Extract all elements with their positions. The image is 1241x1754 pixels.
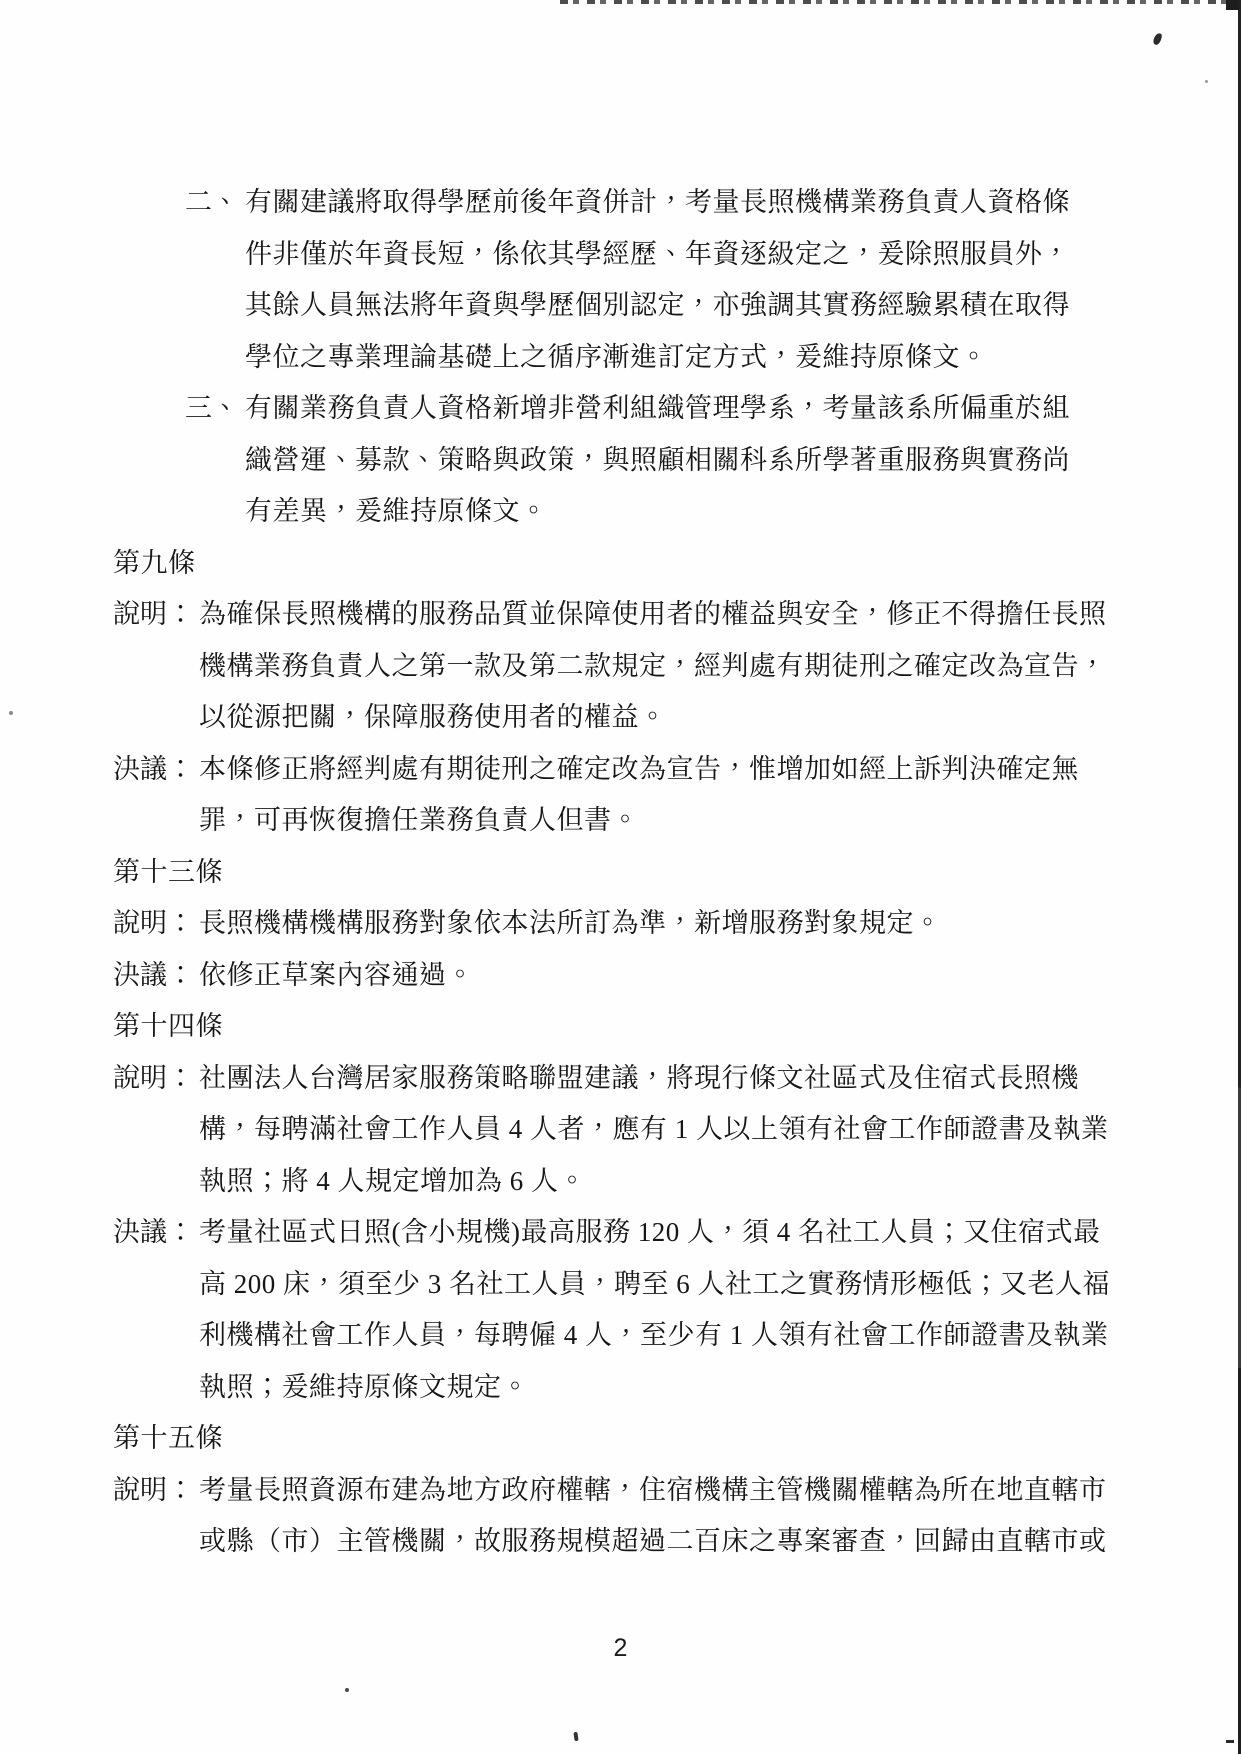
line-text: 考量長照資源布建為地方政府權轄，住宿機構主管機關權轄為所在地直轄市: [199, 1474, 1107, 1505]
clause-paragraph: [113, 898, 1173, 950]
text-line: [113, 383, 1173, 435]
line-text: 件非僅於年資長短，係依其學經歷、年資逐級定之，爰除照服員外，: [245, 238, 1070, 269]
article-title: [113, 847, 1173, 899]
line-text: 有差異，爰維持原條文。: [245, 496, 548, 526]
text-line: [113, 950, 1173, 1002]
line-text: 利機構社會工作人員，每聘僱 4 人，至少有 1 人領有社會工作師證書及執業: [199, 1320, 1109, 1350]
line-text: 高 200 床，須至少 3 名社工人員，聘至 6 人社工之實務情形極低；又老人福: [199, 1268, 1110, 1299]
text-line: [113, 1104, 1173, 1156]
line-text: 執照；爰維持原條文規定。: [199, 1371, 529, 1402]
article-title: [113, 1413, 1173, 1465]
scan-artifact-dot: [345, 1688, 349, 1692]
line-text: 依修正草案內容通過。: [199, 959, 474, 990]
scan-artifact-top-dashed-line: [560, 0, 1241, 4]
text-line: [113, 1156, 1173, 1208]
text-line: [113, 280, 1173, 332]
scan-artifact-mark: [573, 1732, 578, 1741]
article-title: [113, 538, 1173, 590]
text-line: [113, 589, 1173, 641]
text-line: [113, 1465, 1173, 1517]
line-text: 第十四條: [113, 1011, 223, 1041]
line-text: 有關業務負責人資格新增非營利組織管理學系，考量該系所偏重於組: [245, 393, 1070, 423]
clause-label: 說明：: [113, 1062, 194, 1093]
line-text: 長照機構機構服務對象依本法所訂為準，新增服務對象規定。: [199, 908, 942, 938]
text-line: [113, 1053, 1173, 1105]
clause-label: 決議：: [113, 959, 194, 990]
text-line: [113, 177, 1173, 229]
text-line: [113, 332, 1173, 384]
clause-paragraph: [113, 744, 1173, 847]
line-text: 社團法人台灣居家服務策略聯盟建議，將現行條文社區式及住宿式長照機: [199, 1062, 1079, 1093]
document-body: [113, 177, 1173, 1568]
page-number: 2: [613, 1634, 628, 1662]
line-text: 本條修正將經判處有期徒刑之確定改為宣告，惟增加如經上訴判決確定無: [199, 753, 1079, 784]
clause-paragraph: [113, 1053, 1173, 1208]
clause-label: 說明：: [113, 599, 194, 629]
item-number: 三、: [185, 393, 239, 423]
clause-label: 決議：: [113, 753, 194, 784]
line-text: 學位之專業理論基礎上之循序漸進訂定方式，爰維持原條文。: [245, 341, 988, 372]
text-line: [113, 1516, 1173, 1568]
line-text: 第九條: [113, 547, 196, 578]
line-text: 以從源把關，保障服務使用者的權益。: [199, 702, 667, 732]
text-line: [113, 486, 1173, 538]
clause-paragraph: [113, 589, 1173, 744]
line-text: 織營運、募款、策略與政策，與照顧相關科系所學著重服務與實務尚: [245, 444, 1070, 475]
line-text: 第十五條: [113, 1423, 223, 1453]
clause-label: 說明：: [113, 1474, 194, 1505]
clause-paragraph: [113, 950, 1173, 1002]
line-text: 執照；將 4 人規定增加為 6 人。: [199, 1165, 586, 1196]
line-text: 第十三條: [113, 856, 223, 887]
clause-label: 說明：: [113, 908, 194, 938]
text-line: [113, 1259, 1173, 1311]
text-line: [113, 692, 1173, 744]
line-text: 有關建議將取得學歷前後年資併計，考量長照機構業務負責人資格條: [245, 187, 1070, 217]
numbered-item: [113, 383, 1173, 538]
line-text: 構，每聘滿社會工作人員 4 人者，應有 1 人以上領有社會工作師證書及執業: [199, 1114, 1109, 1144]
article-heading: [113, 1413, 1173, 1465]
article-heading: [113, 538, 1173, 590]
text-line: [113, 795, 1173, 847]
text-line: [113, 435, 1173, 487]
text-line: [113, 1207, 1173, 1259]
article-title: [113, 1001, 1173, 1053]
line-text: 機構業務負責人之第一款及第二款規定，經判處有期徒刑之確定改為宣告，: [199, 650, 1107, 681]
line-text: 為確保長照機構的服務品質並保障使用者的權益與安全，修正不得擔任長照: [199, 599, 1107, 629]
line-text: 或縣（市）主管機關，故服務規模超過二百床之專案審查，回歸由直轄市或: [199, 1526, 1107, 1556]
scan-artifact-mark: [1226, 1740, 1234, 1743]
article-heading: [113, 1001, 1173, 1053]
line-text: 考量社區式日照(含小規機)最高服務 120 人，須 4 名社工人員；又住宿式最: [199, 1217, 1101, 1247]
clause-label: 決議：: [113, 1217, 194, 1247]
text-line: [113, 641, 1173, 693]
text-line: [113, 898, 1173, 950]
article-heading: [113, 847, 1173, 899]
clause-paragraph: [113, 1465, 1173, 1568]
text-line: [113, 1362, 1173, 1414]
text-line: [113, 744, 1173, 796]
scan-artifact-dot: [1205, 80, 1208, 83]
numbered-item: [113, 177, 1173, 383]
item-number: 二、: [185, 187, 239, 217]
text-line: [113, 1310, 1173, 1362]
scan-artifact-ink-speck: [1152, 32, 1162, 46]
line-text: 罪，可再恢復擔任業務負責人但書。: [199, 805, 639, 835]
line-text: 其餘人員無法將年資與學歷個別認定，亦強調其實務經驗累積在取得: [245, 290, 1070, 320]
clause-paragraph: [113, 1207, 1173, 1413]
scan-artifact-dot: [9, 711, 13, 715]
text-line: [113, 229, 1173, 281]
